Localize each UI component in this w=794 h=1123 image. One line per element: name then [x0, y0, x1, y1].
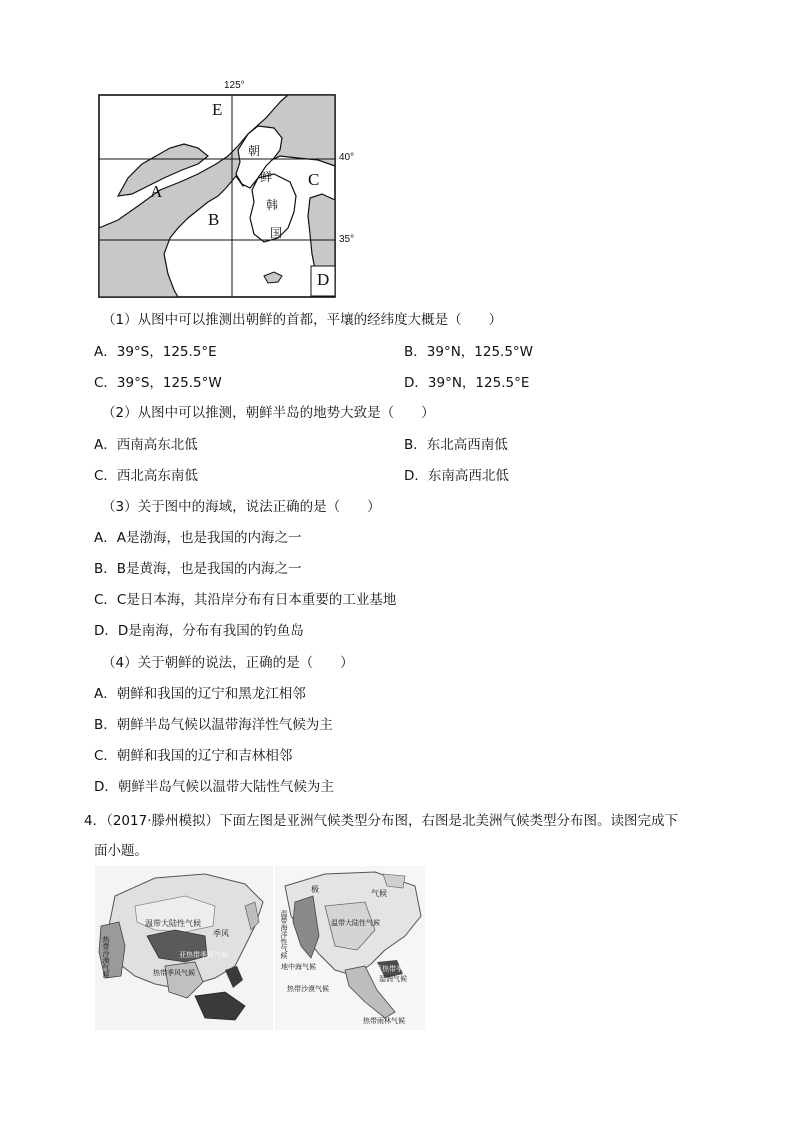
question-2-option-d[interactable]: D．东南高西北低 [404, 468, 509, 484]
question-2-option-b[interactable]: B．东北高西南低 [404, 437, 508, 453]
question-3-option-a[interactable]: A．A是渤海，也是我国的内海之一 [94, 530, 302, 546]
korea-label-1: 朝 [248, 144, 261, 158]
region-e-label: E [212, 100, 223, 119]
region-a-label: A [150, 182, 163, 201]
na-label-tropical-desert: 热带沙漠气候 [287, 985, 329, 993]
longitude-125-label: 125° [224, 80, 245, 91]
rok-label-1: 韩 [266, 198, 279, 212]
north-america-climate-map-graphic [275, 866, 425, 1030]
question-2-option-a[interactable]: A．西南高东北低 [94, 437, 198, 453]
latitude-35-label: 35° [339, 234, 355, 245]
question-2-option-c[interactable]: C．西北高东南低 [94, 468, 198, 484]
region-b-label: B [208, 210, 220, 229]
question-4-option-d[interactable]: D．朝鲜半岛气候以温带大陆性气候为主 [94, 779, 334, 795]
question-4-option-c[interactable]: C．朝鲜和我国的辽宁和吉林相邻 [94, 748, 293, 764]
north-america-climate-map [275, 866, 425, 1030]
question-4-stem: （4）关于朝鲜的说法，正确的是（ ） [102, 655, 354, 671]
question-3-option-b[interactable]: B．B是黄海，也是我国的内海之一 [94, 561, 302, 577]
asia-label-temperate-continental: 温带大陆性气候 [145, 919, 201, 928]
question-4-option-b[interactable]: B．朝鲜半岛气候以温带海洋性气候为主 [94, 717, 333, 733]
na-label-subtropical-monsoon: 亚热带季风 [375, 965, 410, 973]
na-label-temperate-continental: 温带大陆性气候 [331, 919, 380, 927]
na-label-climate: 气候 [371, 889, 387, 898]
question-1-stem: （1）从图中可以推测出朝鲜的首都，平壤的经纬度大概是（ ） [102, 312, 503, 328]
asia-climate-map [95, 866, 273, 1030]
asia-label-tropical-monsoon: 热带季风气候 [153, 969, 195, 977]
na-label-temperate-maritime: 温带海洋性气候 [280, 910, 288, 959]
na-label-mediterranean: 地中海气候 [281, 963, 316, 971]
problem-4-line-1: 4．（2017·滕州模拟）下面左图是亚洲气候类型分布图，右图是北美洲气候类型分布图。读图完成下 [84, 813, 678, 829]
asia-label-monsoon: 季风 [213, 929, 229, 938]
rok-label-2: 国 [270, 226, 283, 240]
region-d-label: D [317, 270, 330, 289]
question-2-stem: （2）从图中可以推测，朝鲜半岛的地势大致是（ ） [102, 405, 435, 421]
na-label-polar: 极 [311, 885, 319, 894]
question-3-stem: （3）关于图中的海域，说法正确的是（ ） [102, 499, 381, 515]
question-1-option-c[interactable]: C．39°S，125.5°W [94, 375, 222, 391]
question-1-option-a[interactable]: A．39°S，125.5°E [94, 344, 217, 360]
question-4-option-a[interactable]: A．朝鲜和我国的辽宁和黑龙江相邻 [94, 686, 306, 702]
latitude-40-label: 40° [339, 152, 355, 163]
asia-label-tropical-desert: 热带沙漠气候 [102, 936, 110, 978]
question-3-option-d[interactable]: D．D是南海，分布有我国的钓鱼岛 [94, 623, 304, 639]
korea-map [98, 78, 358, 300]
region-c-label: C [308, 170, 320, 189]
korea-label-2: 鲜 [260, 170, 273, 184]
question-3-option-c[interactable]: C．C是日本海，其沿岸分布有日本重要的工业基地 [94, 592, 397, 608]
asia-climate-map-graphic [95, 866, 273, 1030]
asia-label-subtropical-monsoon: 亚热带季风气候 [179, 951, 228, 959]
question-1-option-d[interactable]: D．39°N，125.5°E [404, 375, 530, 391]
na-label-tropical-rainforest: 热带雨林气候 [363, 1017, 405, 1025]
na-label-humid: 湿润气候 [379, 975, 407, 983]
question-1-option-b[interactable]: B．39°N，125.5°W [404, 344, 534, 360]
problem-4-line-2: 面小题。 [94, 843, 148, 859]
